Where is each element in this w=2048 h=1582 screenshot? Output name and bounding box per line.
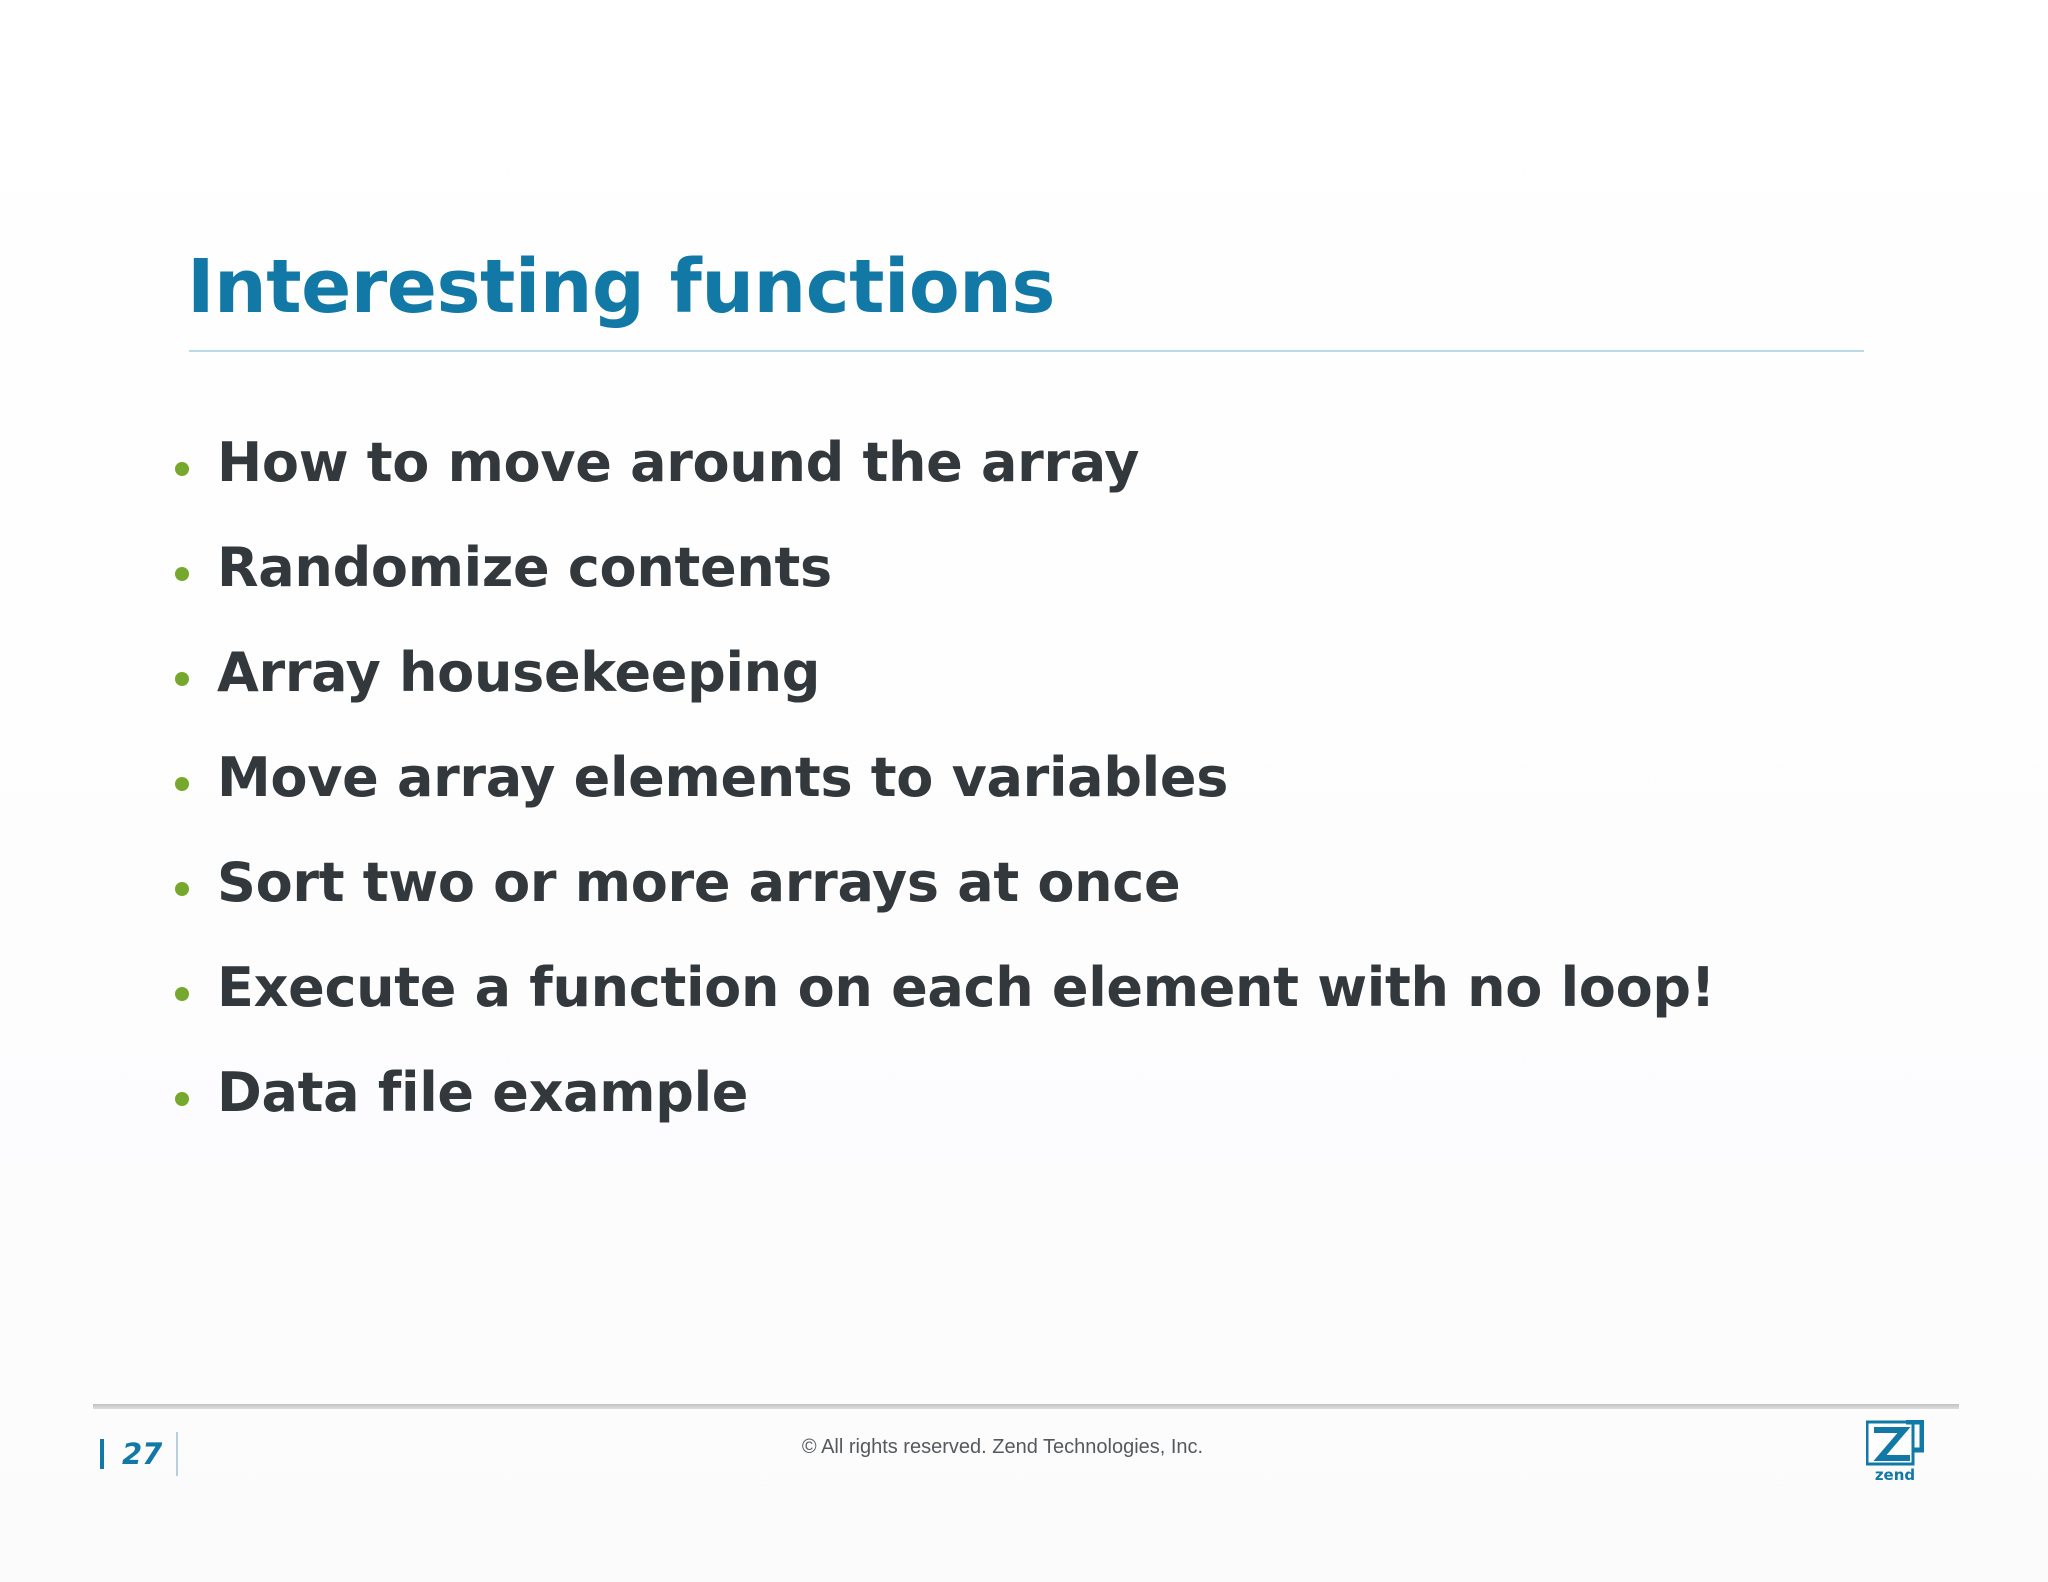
copyright-notice: © All rights reserved. Zend Technologies, Inc. xyxy=(801,1436,1204,1458)
list-item xyxy=(175,428,1715,533)
list-item xyxy=(175,533,1715,638)
list-item xyxy=(175,743,1715,848)
bullet-text: Execute a function on each element with no loop! xyxy=(217,956,1716,1019)
zend-logo-icon xyxy=(1866,1420,1924,1482)
list-item xyxy=(175,848,1715,953)
title-divider xyxy=(189,350,1864,352)
bullet-dot-icon xyxy=(175,777,189,791)
bullet-dot-icon xyxy=(175,882,189,896)
bullet-text: Sort two or more arrays at once xyxy=(217,851,1181,914)
bullet-list xyxy=(175,428,1715,1163)
list-item xyxy=(175,638,1715,743)
bullet-dot-icon xyxy=(175,987,189,1001)
bullet-text: Randomize contents xyxy=(217,536,832,599)
bullet-text: Array housekeeping xyxy=(217,641,821,704)
slide-title: Interesting functions xyxy=(187,244,1055,330)
page-number: 27 xyxy=(122,1437,163,1471)
bullet-dot-icon xyxy=(175,462,189,476)
list-item xyxy=(175,1058,1715,1163)
bullet-text: Data file example xyxy=(217,1061,749,1124)
bullet-dot-icon xyxy=(175,1092,189,1106)
bullet-text: Move array elements to variables xyxy=(217,746,1229,809)
footer-divider xyxy=(93,1404,1959,1409)
logo-text: zend xyxy=(1874,1466,1916,1482)
bullet-text: How to move around the array xyxy=(217,431,1140,494)
list-item xyxy=(175,953,1715,1058)
bullet-dot-icon xyxy=(175,567,189,581)
bullet-dot-icon xyxy=(175,672,189,686)
